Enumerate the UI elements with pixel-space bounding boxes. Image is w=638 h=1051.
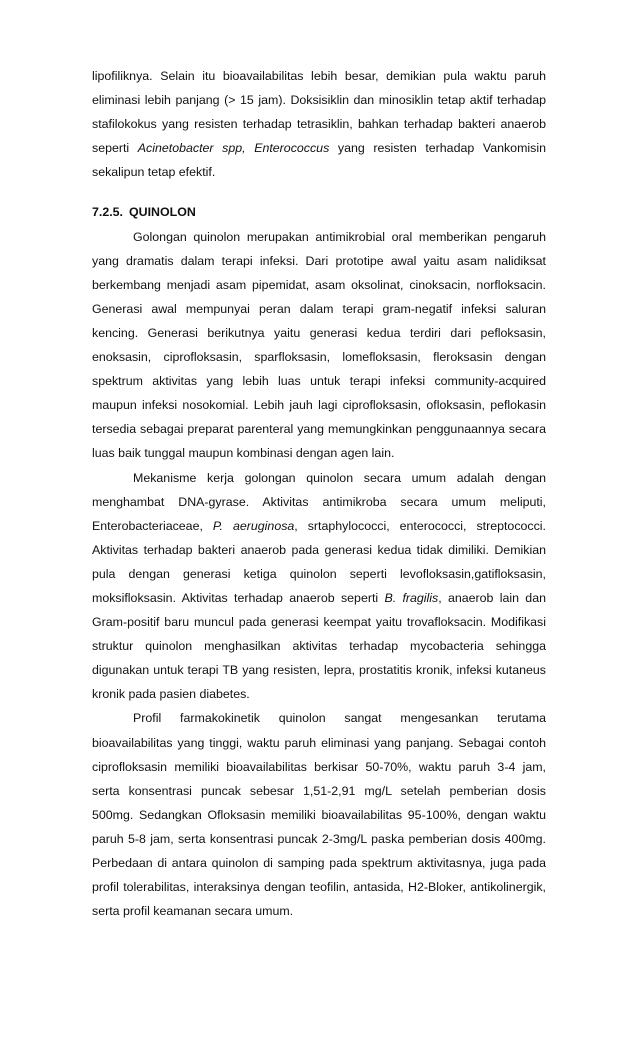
- paragraph-mechanism-italic-fragilis: B. fragilis: [384, 590, 439, 605]
- section-heading: [92, 200, 546, 224]
- paragraph-mechanism-text-2: , srtaphylococci, enterococci, streptococci. Aktivitas terhadap bakteri anaerob pada generasi kedua tidak dimiliki. Demikian pula dengan generasi ketiga quinolon seperti levofloksasin,gatifloksasin, moksifloksasin. Aktivitas terhadap anaerob seperti: [92, 518, 546, 605]
- paragraph-pharmacokinetics: Profil farmakokinetik quinolon sangat mengesankan terutama bioavailabilitas yang tinggi, waktu paruh eliminasi yang panjang. Sebagai contoh ciprofloksasin memiliki bioavailabilitas berkisar 50-70%, waktu paruh 3-4 jam, serta konsentrasi puncak sebesar 1,51-2,91 mg/L setelah pemberian dosis 500mg. Sedangkan Ofloksasin memiliki bioavailabilitas 95-100%, dengan waktu paruh 5-8 jam, serta konsentrasi puncak 2-3mg/L paska pemberian dosis 400mg. Perbedaan di antara quinolon di samping pada spektrum aktivitasnya, juga pada profil tolerabilitas, interaksinya dengan teofilin, antasida, H2-Bloker, antikolinergik, serta profil keamanan secara umum.: [92, 711, 546, 919]
- paragraph-quinolon-overview: Golongan quinolon merupakan antimikrobial oral memberikan pengaruh yang dramatis dalam terapi infeksi. Dari prototipe awal yaitu asam nalidiksat berkembang menjadi asam pipemidat, asam oksolinat, cinoksacin, norfloksacin. Generasi awal mempunyai peran dalam terapi gram-negatif infeksi saluran kencing. Generasi berikutnya yaitu generasi kedua terdiri dari pefloksasin, enoksasin, ciprofloksasin, sparfloksasin, lomefloksasin, fleroksasin dengan spektrum aktivitas yang lebih luas untuk terapi infeksi community-acquired maupun infeksi nosokomial. Lebih jauh lagi ciprofloksasin, ofloksasin, peflokasin tersedia sebagai preparat parenteral yang memungkinkan penggunaannya secara luas baik tunggal maupun kombinasi dengan agen lain.: [92, 229, 546, 461]
- section-title: QUINOLON: [129, 205, 196, 220]
- paragraph-intro-italic-organisms: Acinetobacter spp, Enterococcus: [137, 141, 330, 156]
- paragraph-mechanism-text-1: Mekanisme kerja golongan quinolon secara umum adalah dengan menghambat DNA-gyrase. Aktivitas antimikroba secara umum meliputi, Enterobacteriaceae,: [92, 470, 546, 533]
- document-page: [92, 64, 546, 923]
- paragraph-mechanism-italic-aeruginosa: P. aeruginosa: [212, 518, 295, 533]
- paragraph-mechanism: [92, 466, 546, 707]
- paragraph-mechanism-text-3: , anaerob lain dan Gram-positif baru muncul pada generasi keempat yaitu trovafloksacin. Modifikasi struktur quinolon menghasilkan aktivitas terhadap mycobacteria sehingga digunakan untuk terapi TB yang resisten, lepra, prostatitis kronik, infeksi kutaneus kronik pada pasien diabetes.: [92, 590, 546, 702]
- paragraph-intro-text-2: yang resisten terhadap Vankomisin sekalipun tetap efektif.: [92, 141, 546, 180]
- section-number: 7.2.5.: [92, 205, 124, 220]
- paragraph-intro: [92, 64, 546, 184]
- paragraph-intro-text-1: lipofiliknya. Selain itu bioavailabilitas lebih besar, demikian pula waktu paruh eliminasi lebih panjang (> 15 jam). Doksisiklin dan minosiklin tetap aktif terhadap stafilokokus yang resisten terhadap tetrasiklin, bahkan terhadap bakteri anaerob seperti: [92, 69, 546, 156]
